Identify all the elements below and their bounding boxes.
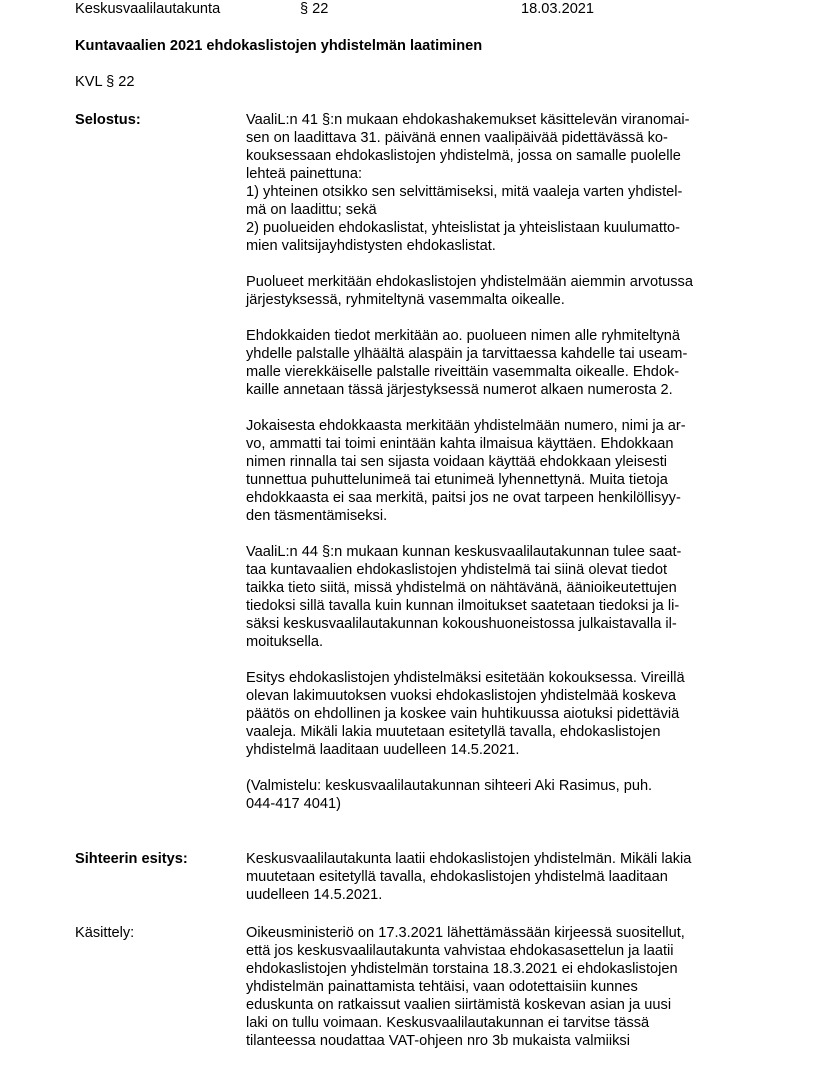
section-label-selostus: Selostus: [75, 112, 141, 128]
text-line: VaaliL:n 41 §:n mukaan ehdokashakemukset käsittelevän viranomai- [246, 112, 690, 128]
text-line: moituksella. [246, 634, 324, 650]
text-line: 2) puolueiden ehdokaslistat, yhteislistat ja yhteislistaan kuulumatto- [246, 220, 681, 236]
paragraph [246, 111, 746, 255]
section-label-kasittely: Käsittely: [75, 925, 135, 941]
paragraph [246, 543, 746, 651]
text-line: vaaleja. Mikäli lakia muutetaan esitetyllä tavalla, ehdokaslistojen [246, 724, 661, 740]
text-line: mä on laadittu; sekä [246, 202, 377, 218]
text-line: lehteä painettuna: [246, 166, 363, 182]
text-line: uudelleen 14.5.2021. [246, 887, 383, 903]
page-header [0, 0, 816, 20]
text-line: VaaliL:n 44 §:n mukaan kunnan keskusvaalilautakunnan tulee saat- [246, 544, 682, 560]
text-line: tilanteessa noudattaa VAT-ohjeen nro 3b mukaista valmiiksi [246, 1033, 630, 1049]
text-line: yhdistelmä laaditaan uudelleen 14.5.2021. [246, 742, 520, 758]
section-label-sihteerin-esitys: Sihteerin esitys: [75, 851, 188, 867]
paragraph [246, 273, 746, 309]
text-line: olevan lakimuutoksen vuoksi ehdokaslistojen yhdistelmää koskeva [246, 688, 676, 704]
paragraph [246, 669, 746, 759]
text-line: 044-417 4041) [246, 796, 341, 812]
text-line: taa kuntavaalien ehdokaslistojen yhdistelmä tai siinä olevat tiedot [246, 562, 668, 578]
paragraph [246, 850, 746, 904]
header-section-number: § 22 [300, 1, 329, 17]
text-line: ehdokkaasta ei saa merkitä, paitsi jos ne ovat tarpeen henkilöllisyy- [246, 490, 681, 506]
section-body-kasittely [246, 924, 746, 1068]
text-line: Keskusvaalilautakunta laatii ehdokaslistojen yhdistelmän. Mikäli lakia [246, 851, 692, 867]
paragraph [246, 417, 746, 525]
section-body-selostus [246, 111, 746, 831]
section-body-sihteerin-esitys [246, 850, 746, 922]
text-line: yhdelle palstalle ylhäältä alaspäin ja tarvittaessa kahdelle tai useam- [246, 346, 688, 362]
text-line: että jos keskusvaalilautakunta vahvistaa ehdokasasettelun ja laatii [246, 943, 674, 959]
text-line: tunnettua puhuttelunimeä tai etunimeä lyhennettynä. Muita tietoja [246, 472, 668, 488]
text-line: malle vierekkäiselle palstalle riveittäin vasemmalta oikealle. Ehdok- [246, 364, 680, 380]
text-line: järjestyksessä, ryhmiteltynä vasemmalta oikealle. [246, 292, 565, 308]
text-line: tiedoksi sillä tavalla kuin kunnan ilmoitukset saatetaan tiedoksi ja li- [246, 598, 680, 614]
text-line: muutetaan esitetyllä tavalla, ehdokaslistojen yhdistelmä laaditaan [246, 869, 668, 885]
text-line: den täsmentämiseksi. [246, 508, 388, 524]
paragraph [246, 777, 746, 813]
text-line: nimen rinnalla tai sen sijasta voidaan käyttää ehdokkaan yleisesti [246, 454, 668, 470]
text-line: eduskunta on ratkaissut vaalien siirtämistä koskevan asian ja uusi [246, 997, 672, 1013]
paragraph [246, 924, 746, 1050]
text-line: yhdistelmän painattamista tehtäisi, vaan odotettaisiin kunnes [246, 979, 638, 995]
text-line: Oikeusministeriö on 17.3.2021 lähettämässään kirjeessä suositellut, [246, 925, 685, 941]
text-line: kaille annetaan tässä järjestyksessä numerot alkaen numerosta 2. [246, 382, 673, 398]
text-line: säksi keskusvaalilautakunnan kokoushuoneistossa julkaistavalla il- [246, 616, 677, 632]
paragraph [246, 327, 746, 399]
text-line: (Valmistelu: keskusvaalilautakunnan sihteeri Aki Rasimus, puh. [246, 778, 653, 794]
text-line: mien valitsijayhdistysten ehdokaslistat. [246, 238, 496, 254]
text-line: kouksessaan ehdokaslistojen yhdistelmä, jossa on samalle puolelle [246, 148, 681, 164]
text-line: Puolueet merkitään ehdokaslistojen yhdistelmään aiemmin arvotussa [246, 274, 693, 290]
document-title: Kuntavaalien 2021 ehdokaslistojen yhdistelmän laatiminen [75, 38, 483, 54]
text-line: sen on laadittava 31. päivänä ennen vaalipäivää pidettävässä ko- [246, 130, 668, 146]
text-line: Esitys ehdokaslistojen yhdistelmäksi esitetään kokouksessa. Vireillä [246, 670, 685, 686]
text-line: ehdokaslistojen yhdistelmän torstaina 18.3.2021 ei ehdokaslistojen [246, 961, 678, 977]
text-line: vo, ammatti tai toimi enintään kahta ilmaisua käyttäen. Ehdokkaan [246, 436, 674, 452]
text-line: 1) yhteinen otsikko sen selvittämiseksi, mitä vaaleja varten yhdistel- [246, 184, 683, 200]
text-line: päätös on ehdollinen ja koskee vain huhtikuussa aiotuksi pidettäviä [246, 706, 680, 722]
text-line: Jokaisesta ehdokkaasta merkitään yhdistelmään numero, nimi ja ar- [246, 418, 686, 434]
text-line: Ehdokkaiden tiedot merkitään ao. puolueen nimen alle ryhmiteltynä [246, 328, 681, 344]
document-reference: KVL § 22 [75, 74, 135, 90]
text-line: taikka tieto siitä, missä yhdistelmä on nähtävänä, äänioikeutettujen [246, 580, 677, 596]
header-date: 18.03.2021 [521, 1, 595, 17]
header-organization: Keskusvaalilautakunta [75, 1, 221, 17]
text-line: laki on tullu voimaan. Keskusvaalilautakunnan ei tarvitse tässä [246, 1015, 650, 1031]
